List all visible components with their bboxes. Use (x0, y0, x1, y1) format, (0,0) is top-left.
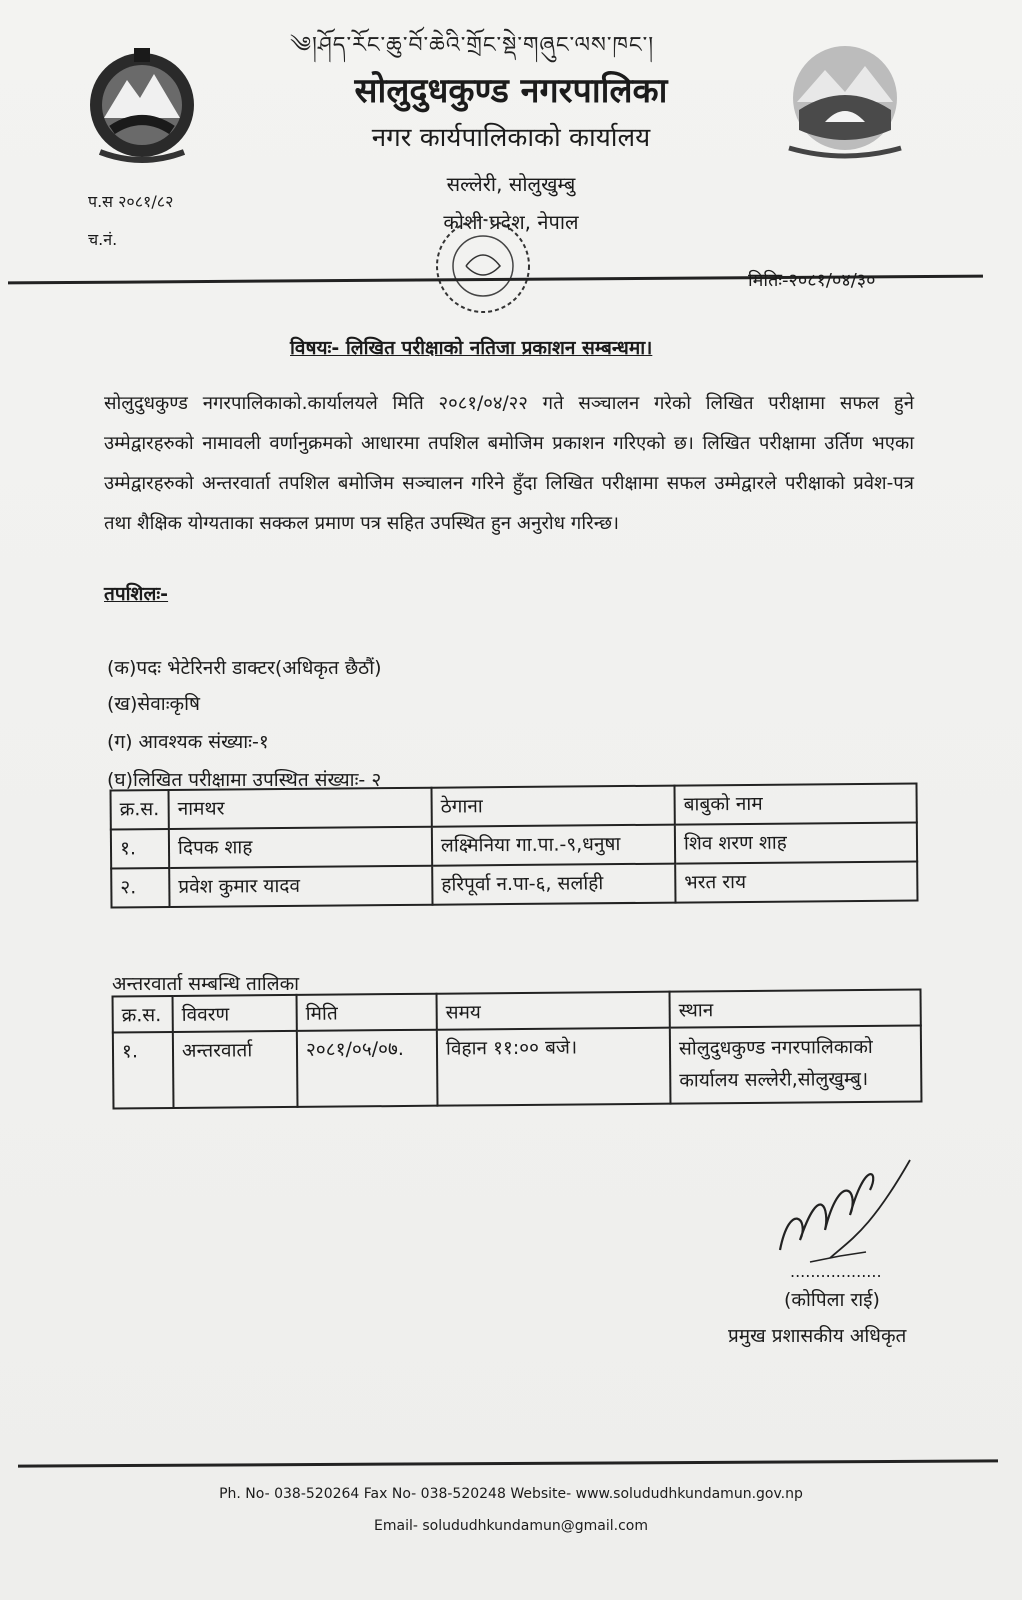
table-cell: २. (111, 868, 169, 908)
table-cell: हरिपूर्वा न.पा-६, सर्लाही (432, 864, 675, 905)
province-name: कोशी प्रदेश, नेपाल (443, 210, 579, 234)
footer-contact: Ph. No- 038-520264 Fax No- 038-520248 Website- www.solududhkundamun.gov.np (219, 1486, 803, 1502)
post-item: (क)पदः भेटेरिनरी डाक्टर(अधिकृत छैठौं) (107, 657, 382, 679)
office-name: नगर कार्यपालिकाको कार्यालय (371, 123, 651, 153)
table-header: ठेगाना (431, 786, 674, 827)
body-paragraph: सोलुदुधकुण्ड नगरपालिकाको.कार्यालयले मिति २०८१/०४/२२ गते सञ्चालन गरेको लिखित परीक्षामा सफल हुने उम्मेद्वारहरुको नामावली वर्णानुक्रमको आधारमा तपशिल बमोजिम प्रकाशन गरिएको छ। लिखित परीक्षामा उर्तिण भएका उम्मेद्वारहरुको अन्तरवार्ता तपशिल बमोजिम सञ्चालन गरिने हुँदा लिखित परीक्षामा सफल उम्मेद्वारले परीक्षाको प्रवेश-पत्र तथा शैक्षिक योग्यताका सक्कल प्रमाण पत्र सहित उपस्थित हुन अनुरोध गरिन्छ। (104, 393, 914, 534)
table-row (111, 861, 917, 907)
letter-date: मितिः-२०८१/०४/३० (748, 270, 876, 291)
required-count-item: (ग) आवश्यक संख्याः-१ (107, 731, 269, 753)
signatory-title: प्रमुख प्रशासकीय अधिकृत (728, 1325, 907, 1347)
signature-dots: .................. (790, 1262, 882, 1281)
table-cell: भरत राय (675, 861, 917, 902)
table-cell: अन्तरवार्ता (173, 1031, 298, 1108)
interview-table-caption: अन्तरवार्ता सम्बन्धि तालिका (112, 973, 300, 995)
table-cell: दिपक शाह (169, 827, 432, 868)
dispatch-number: च.नं. (88, 230, 118, 249)
candidates-table (109, 782, 918, 908)
table-header: विवरण (173, 995, 297, 1032)
present-count-item: (घ)लिखित परीक्षामा उपस्थित संख्याः- २ (107, 769, 382, 791)
table-header: नामथर (169, 788, 432, 829)
office-location: सल्लेरी, सोलुखुम्बु (446, 172, 576, 196)
table-cell: शिव शरण शाह (675, 822, 917, 863)
handwritten-signature (770, 1140, 920, 1270)
table-row (113, 1025, 922, 1108)
table-cell: १. (111, 829, 169, 869)
table-cell: लक्ष्मिनिया गा.पा.-९,धनुषा (432, 825, 675, 866)
signatory-name: (कोपिला राई) (784, 1289, 880, 1311)
reference-number: प.स २०८१/८२ (88, 192, 174, 211)
service-item: (ख)सेवाःकृषि (107, 693, 201, 715)
table-header: मिति (297, 994, 437, 1031)
table-header: स्थान (670, 989, 921, 1027)
subject-line: विषयः- लिखित परीक्षाको नतिजा प्रकाशन सम्बन्धमा। (290, 337, 653, 359)
table-cell: विहान ११:०० बजे। (437, 1028, 671, 1106)
table-header: क्र.स. (113, 996, 173, 1033)
tibetan-motto: ༄།ཤོད་རོང་ཆུ་བོ་ཆེའི་གྲོང་སྡེ་གཞུང་ལས་ཁང་། (290, 33, 655, 58)
table-cell: १. (113, 1032, 174, 1109)
organization-name: सोलुदुधकुण्ड नगरपालिका (354, 71, 668, 111)
footer-email: Email- solududhkundamun@gmail.com (374, 1518, 648, 1534)
details-heading: तपशिलः- (104, 583, 169, 605)
table-header: समय (437, 992, 670, 1030)
table-cell: सोलुदुधकुण्ड नगरपालिकाको कार्यालय सल्लेरी,सोलुखुम्बु। (670, 1025, 922, 1103)
interview-table (112, 988, 923, 1109)
table-cell: २०८१/०५/०७. (297, 1030, 438, 1107)
table-cell: प्रवेश कुमार यादव (169, 866, 432, 907)
table-header: क्र.स. (111, 790, 169, 830)
table-header: बाबुको नाम (674, 783, 916, 824)
footer-divider (18, 1459, 998, 1467)
